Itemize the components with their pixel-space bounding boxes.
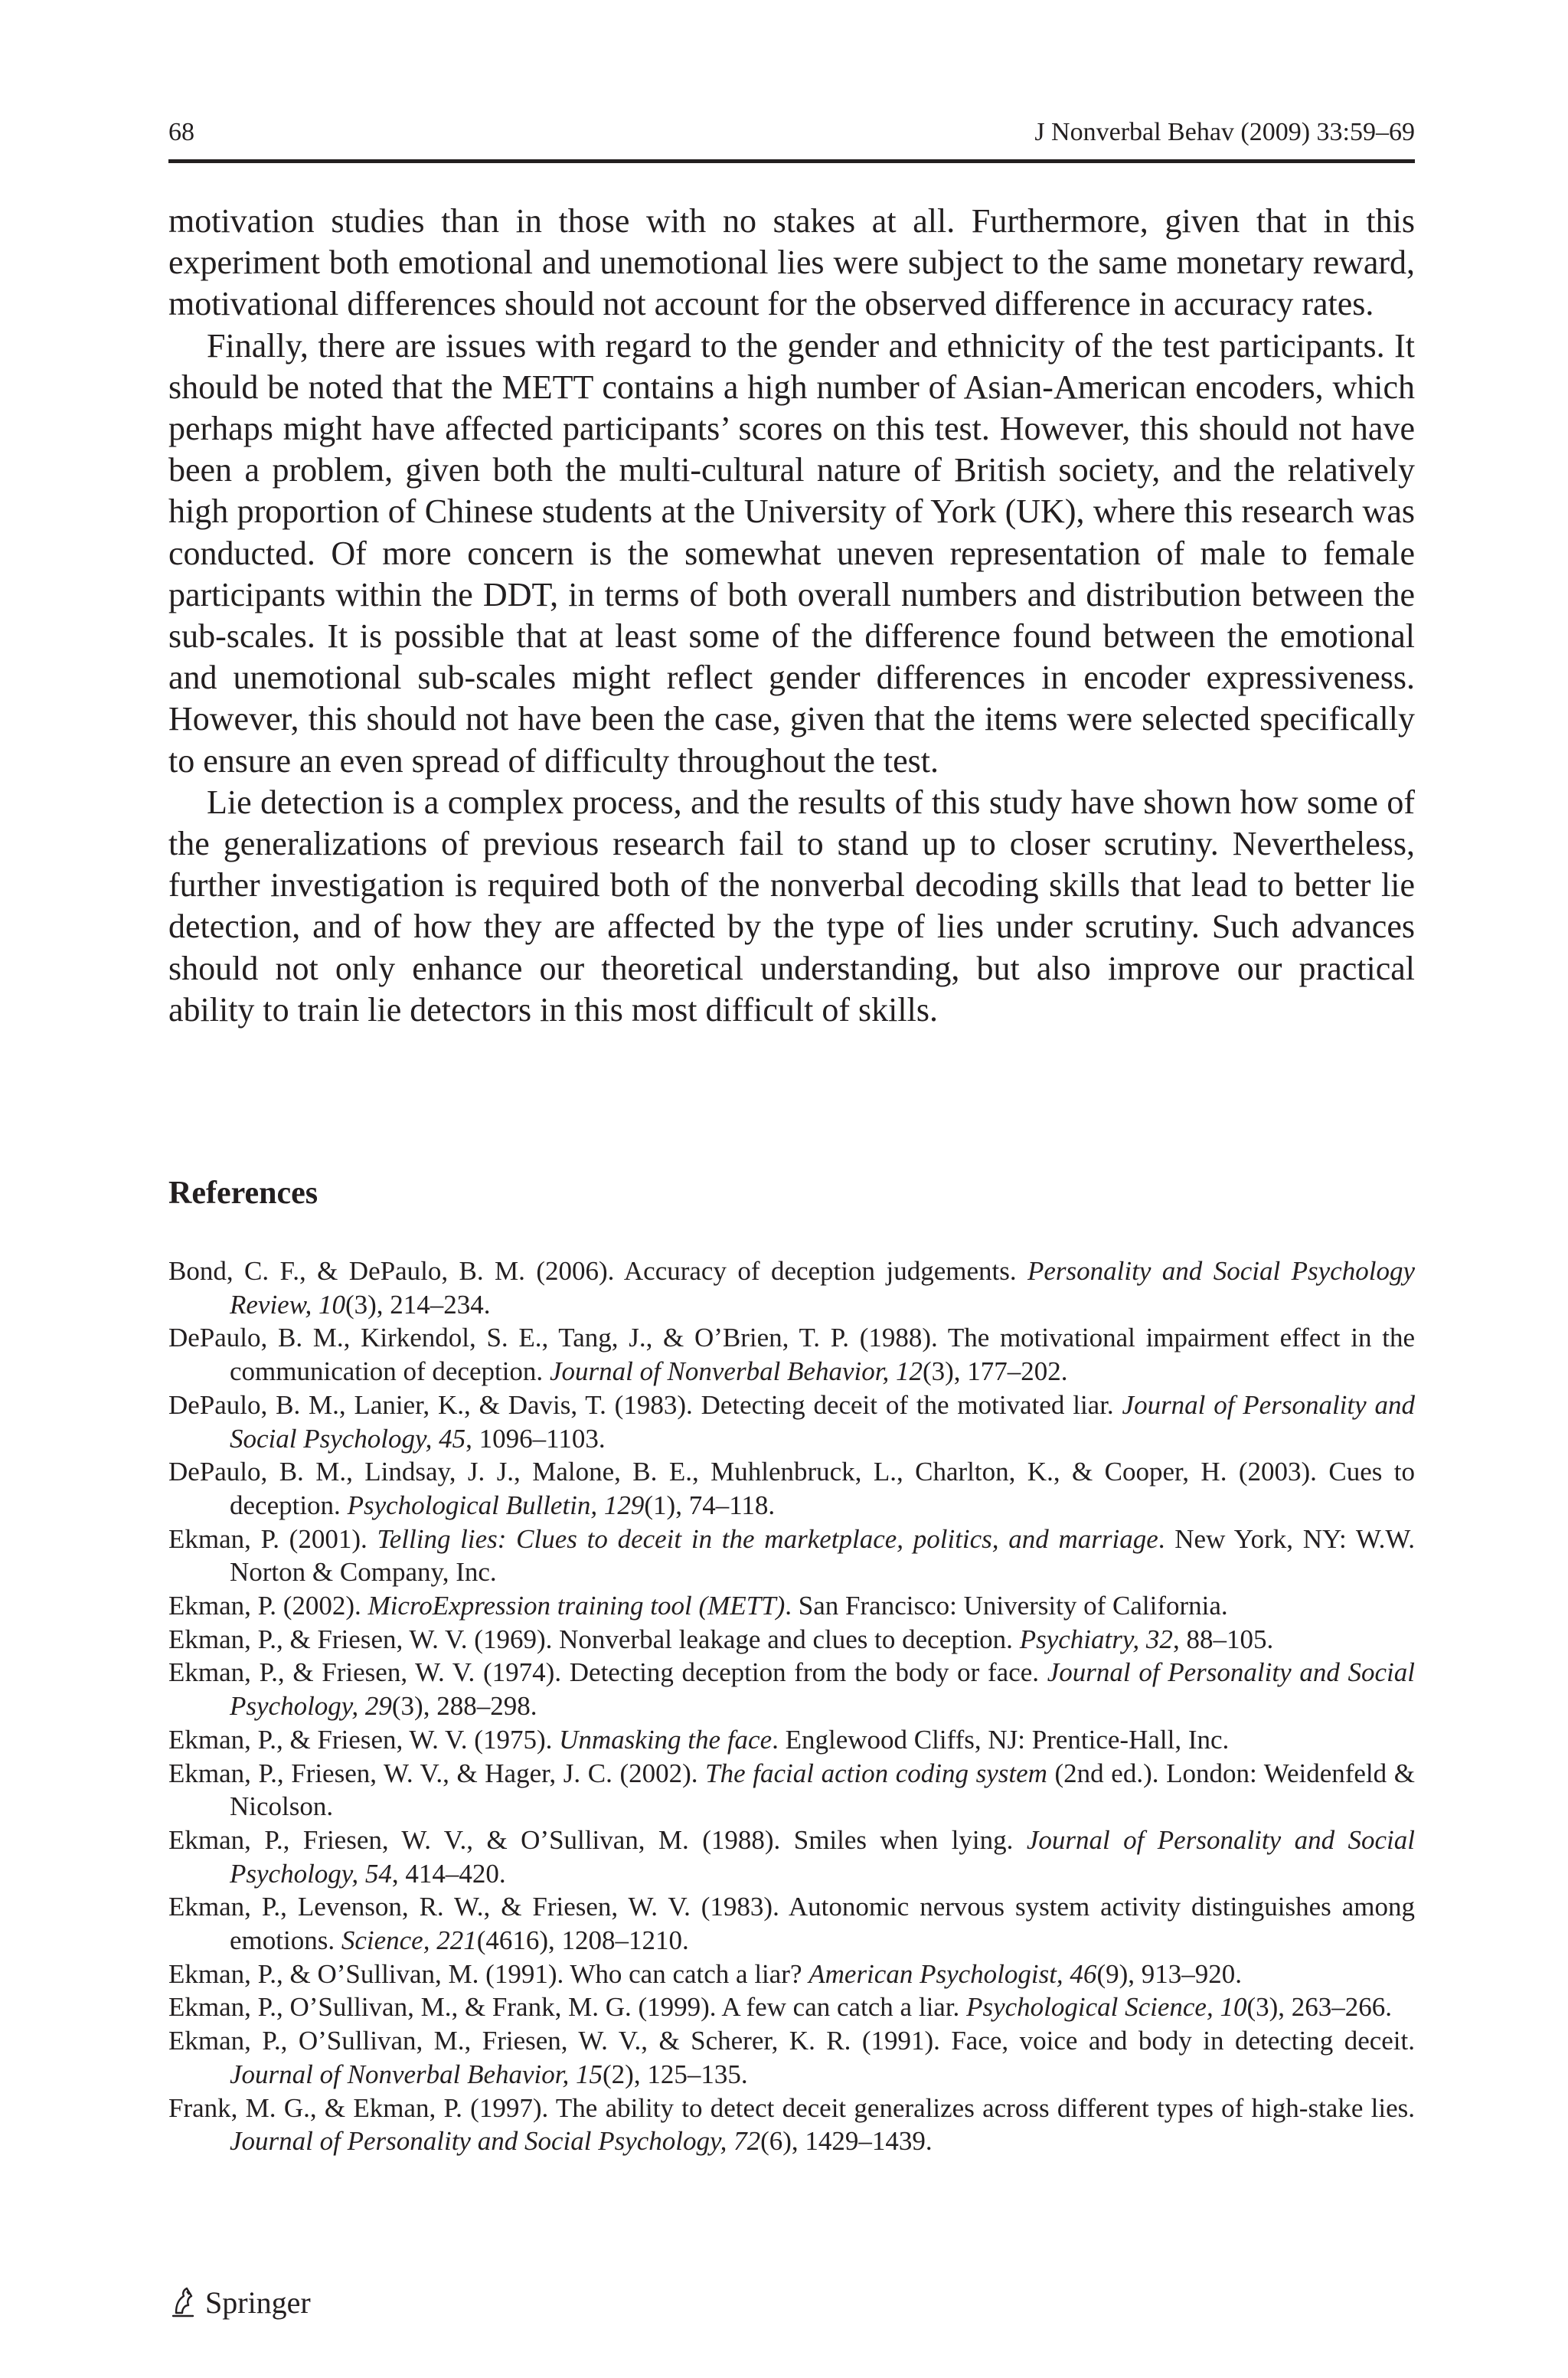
reference-source: Journal of Nonverbal Behavior, 12 [549,1356,923,1387]
reference-text: Ekman, P., & O’Sullivan, M. (1991). Who can catch a liar? [168,1958,809,1989]
references-heading: References [168,1176,318,1211]
reference-text: Ekman, P., Friesen, W. V., & Hager, J. C. (2002). [168,1758,706,1788]
reference-locator: (2nd ed.). London: Weidenfeld & Nicolson. [230,1758,1415,1822]
reference-item [168,1254,1415,1321]
reference-item [168,1757,1415,1824]
reference-item [168,1656,1415,1722]
reference-locator: , 1096–1103. [466,1423,606,1454]
journal-citation: J Nonverbal Behav (2009) 33:59–69 [1034,118,1415,146]
reference-locator: (9), 913–920. [1096,1958,1242,1989]
reference-source: Journal of Personality and Social Psychology, 72 [230,2126,761,2157]
publisher-name: Springer [205,2285,311,2320]
reference-locator: (2), 125–135. [603,2059,748,2089]
paragraph: motivation studies than in those with no stakes at all. Furthermore, given that in this experiment both emotional and unemotional lies were subject to the same monetary reward, motivational differences should not account for the observed difference in accuracy rates. [168,202,1415,323]
reference-source: Science, 221 [341,1925,477,1956]
reference-text: DePaulo, B. M., Lanier, K., & Davis, T. (1983). Detecting deceit of the motivated liar. [168,1389,1122,1420]
reference-text: Ekman, P., & Friesen, W. V. (1974). Detecting deception from the body or face. [168,1657,1047,1688]
reference-source: American Psychologist, 46 [808,1958,1097,1989]
reference-locator: (1), 74–118. [644,1490,776,1520]
reference-item [168,1455,1415,1522]
reference-item [168,2092,1415,2158]
reference-text: Ekman, P., & Friesen, W. V. (1975). [168,1724,560,1755]
reference-source: Journal of Personality and Social Psychology, 29 [230,1657,1416,1722]
reference-source: Journal of Personality and Social Psychology, 54 [230,1824,1416,1889]
reference-locator: (6), 1429–1439. [760,2126,933,2157]
reference-locator: . New York, NY: W.W. Norton & Company, Inc. [230,1523,1416,1588]
reference-item [168,1523,1415,1589]
reference-text: DePaulo, B. M., Lindsay, J. J., Malone, B. E., Muhlenbruck, L., Charlton, K., & Cooper, H. (2003). Cues to deception. [168,1457,1415,1520]
reference-source: Telling lies: Clues to deceit in the marketplace, politics, and marriage [377,1523,1158,1554]
reference-source: Journal of Nonverbal Behavior, 15 [230,2059,603,2089]
reference-item [168,1824,1415,1890]
reference-text: Ekman, P., & Friesen, W. V. (1969). Nonverbal leakage and clues to deception. [168,1624,1020,1654]
reference-text: Bond, C. F., & DePaulo, B. M. (2006). Accuracy of deception judgements. [168,1256,1028,1286]
reference-text: Ekman, P. (2002). [168,1591,368,1621]
reference-item [168,2024,1415,2091]
footer [168,2282,311,2322]
reference-item [168,1990,1415,2024]
reference-locator: , 88–105. [1172,1624,1274,1654]
reference-source: MicroExpression training tool (METT) [368,1591,786,1621]
reference-locator: (4616), 1208–1210. [476,1925,689,1956]
reference-source: The facial action coding system [705,1758,1047,1788]
reference-source: Personality and Social Psychology Review, 10 [230,1256,1415,1320]
page-number: 68 [168,118,194,146]
reference-list [168,1254,1415,2158]
reference-item [168,1723,1415,1757]
reference-item [168,1623,1415,1657]
running-header [168,115,1415,150]
reference-locator: (3), 263–266. [1246,1992,1393,2023]
reference-item [168,1589,1415,1623]
reference-item [168,1958,1415,1991]
reference-source: Psychiatry, 32 [1019,1624,1173,1654]
reference-item [168,1321,1415,1388]
paragraph: Finally, there are issues with regard to the gender and ethnicity of the test participants. It should be noted that the METT contains a high number of Asian-American encoders, which perhaps might have affected participants’ scores on this test. However, this should not have been a problem, given both the multi-cultural nature of British society, and the relatively high proportion of Chinese students at the University of York (UK), where this research was conducted. Of more concern is the somewhat uneven representation of male to female participants within the DDT, in terms of both overall numbers and distribution between the sub-scales. It is possible that at least some of the difference found between the emotional and unemotional sub-scales might reflect gender differences in encoder expressiveness. However, this should not have been the case, given that the items were selected specifically to ensure an even spread of difficulty throughout the test. [168,326,1415,780]
springer-horse-icon [168,2285,198,2319]
reference-text: Ekman, P., O’Sullivan, M., Friesen, W. V., & Scherer, K. R. (1991). Face, voice and body in detecting deceit. [168,2026,1415,2056]
reference-text: Frank, M. G., & Ekman, P. (1997). The ability to detect deceit generalizes across different types of high-stake lies. [168,2092,1415,2123]
reference-text: Ekman, P., Friesen, W. V., & O’Sullivan, M. (1988). Smiles when lying. [168,1824,1027,1855]
reference-source: Journal of Personality and Social Psychology, 45 [230,1389,1416,1454]
header-rule [168,159,1415,163]
reference-locator: (3), 288–298. [391,1691,537,1722]
reference-locator: (3), 177–202. [922,1356,1068,1387]
reference-text: Ekman, P. (2001). [168,1523,377,1554]
reference-text: Ekman, P., Levenson, R. W., & Friesen, W. V. (1983). Autonomic nervous system activity distinguishes among emotions. [168,1892,1415,1956]
reference-text: Ekman, P., O’Sullivan, M., & Frank, M. G. (1999). A few can catch a liar. [168,1992,967,2023]
reference-locator: , 414–420. [391,1858,506,1889]
reference-locator: . San Francisco: University of California. [785,1591,1228,1621]
paragraph: Lie detection is a complex process, and the results of this study have shown how some of the generalizations of previous research fail to stand up to closer scrutiny. Nevertheless, further investigation is required both of the nonverbal decoding skills that lead to better lie detection, and of how they are affected by the type of lies under scrutiny. Such advances should not only enhance our theoretical understanding, but also improve our practical ability to train lie detectors in this most difficult of skills. [168,783,1415,1029]
reference-source: Unmasking the face [559,1724,773,1755]
reference-source: Psychological Science, 10 [966,1992,1247,2023]
reference-locator: (3), 214–234. [345,1289,491,1320]
reference-item [168,1890,1415,1957]
reference-source: Psychological Bulletin, 129 [347,1490,645,1520]
reference-locator: . Englewood Cliffs, NJ: Prentice-Hall, Inc. [772,1724,1230,1755]
reference-item [168,1389,1415,1455]
reference-text: DePaulo, B. M., Kirkendol, S. E., Tang, J., & O’Brien, T. P. (1988). The motivational impairment effect in the communication of deception. [168,1323,1415,1387]
body-text [168,201,1415,1031]
